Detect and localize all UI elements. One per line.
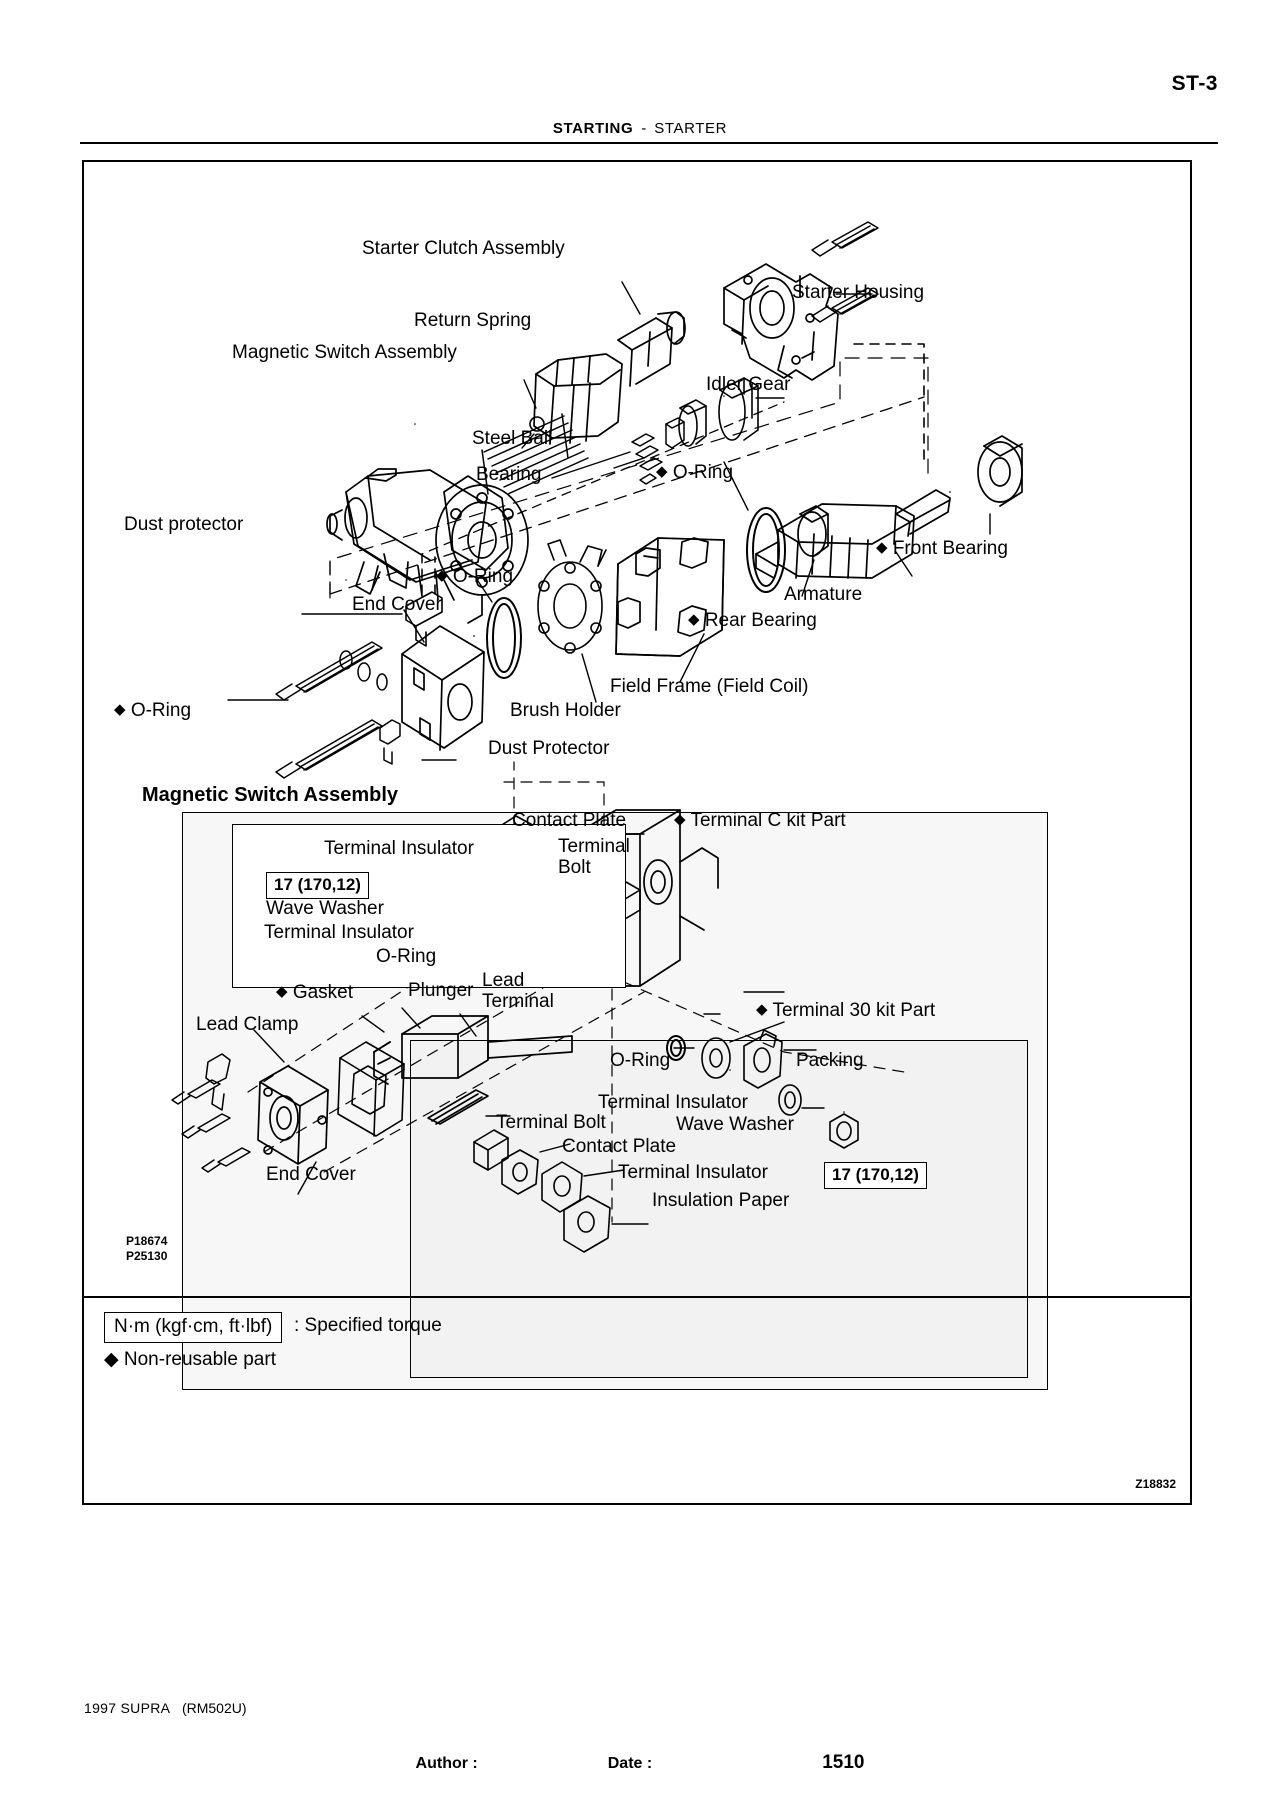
label-contact-plate-low: Contact Plate: [562, 1136, 677, 1157]
label-brush-holder: Brush Holder: [510, 700, 621, 721]
label-front-bearing: [876, 538, 1008, 559]
header-subsection: STARTER: [654, 120, 728, 137]
label-dust-protector-upper: Dust protector: [124, 514, 244, 535]
torque-terminal-c: 17 (170,12): [266, 872, 369, 899]
label-contact-plate-top: Contact Plate: [512, 810, 627, 831]
label-terminal-insulator-top2: Terminal Insulator: [264, 922, 414, 943]
label-text: Gasket: [292, 982, 354, 1003]
footer-page-number: 1510: [822, 1752, 865, 1773]
page-code: ST-3: [1171, 72, 1218, 95]
nonreusable-diamond-icon: ◆: [276, 983, 288, 1000]
label-dust-protector-lower: Dust Protector: [488, 738, 610, 759]
label-steel-ball: Steel Ball: [472, 428, 553, 449]
label-armature: Armature: [784, 584, 863, 605]
footer-date-label: Date :: [607, 1755, 653, 1772]
label-wave-washer-top: Wave Washer: [266, 898, 384, 919]
label-terminal-insulator-low2: Terminal Insulator: [618, 1162, 768, 1183]
label-o-ring-left: [114, 700, 191, 721]
label-text: O-Ring: [452, 566, 514, 587]
torque-legend-text: : Specified torque: [294, 1315, 442, 1336]
part-code-2: P25130: [126, 1249, 168, 1263]
part-code-1: P18674: [126, 1234, 168, 1248]
label-o-ring-mid: [436, 566, 513, 587]
label-terminal-bolt-top: Terminal Bolt: [558, 836, 630, 879]
label-o-ring-top: [656, 462, 733, 483]
label-text: Terminal 30 kit Part: [772, 1000, 936, 1021]
nonreusable-diamond-icon: ◆: [674, 811, 686, 828]
torque-legend-box: N·m (kgf·cm, ft·lbf): [104, 1312, 282, 1343]
label-lead-clamp: Lead Clamp: [196, 1014, 299, 1035]
label-terminal-insulator-top1: Terminal Insulator: [324, 838, 474, 859]
nonreusable-diamond-icon: ◆: [688, 611, 700, 628]
label-terminal-bolt-low: Terminal Bolt: [496, 1112, 606, 1133]
label-rear-bearing: [688, 610, 817, 631]
part-code-list: [126, 1234, 167, 1264]
label-terminal-c-kit-part: [674, 810, 846, 831]
label-text: O-Ring: [130, 700, 192, 721]
label-text: Terminal C kit Part: [690, 810, 846, 831]
header-rule: [80, 142, 1218, 144]
nonreusable-diamond-icon: ◆: [656, 463, 668, 480]
label-field-frame: Field Frame (Field Coil): [610, 676, 809, 697]
label-end-cover-upper: End Cover: [352, 594, 442, 615]
document-footer-left: [84, 1700, 247, 1716]
document-footer-center: [0, 1752, 1280, 1774]
label-terminal-30-kit-part: [756, 1000, 935, 1021]
label-end-cover-lower: End Cover: [266, 1164, 356, 1185]
label-idler-gear: Idler Gear: [706, 374, 791, 395]
figure-code: Z18832: [1135, 1477, 1176, 1491]
label-magnetic-switch-assembly: Magnetic Switch Assembly: [232, 342, 457, 363]
label-text: O-Ring: [672, 462, 734, 483]
label-insulation-paper: Insulation Paper: [652, 1190, 790, 1211]
page-header: [0, 120, 1280, 137]
label-packing: Packing: [796, 1050, 864, 1071]
magnetic-switch-section-title: Magnetic Switch Assembly: [142, 784, 398, 806]
label-o-ring-top-inner: O-Ring: [376, 946, 437, 967]
label-gasket: [276, 982, 353, 1003]
label-terminal-insulator-low1: Terminal Insulator: [598, 1092, 748, 1113]
label-wave-washer-low: Wave Washer: [676, 1114, 794, 1135]
footer-manual: (RM502U): [181, 1700, 247, 1716]
label-text: Rear Bearing: [704, 610, 817, 631]
torque-terminal-30: 17 (170,12): [824, 1162, 927, 1189]
label-bearing: Bearing: [476, 464, 542, 485]
footer-model: 1997 SUPRA: [84, 1700, 171, 1716]
header-section: STARTING: [552, 120, 634, 137]
footer-author-label: Author :: [415, 1755, 478, 1772]
header-dash: -: [641, 120, 647, 137]
label-starter-housing: Starter Housing: [792, 282, 925, 303]
nonreusable-diamond-icon: ◆: [876, 539, 888, 556]
label-text: Front Bearing: [892, 538, 1008, 559]
label-lead-terminal: Lead Terminal: [482, 970, 554, 1013]
nonreusable-diamond-icon: ◆: [436, 567, 448, 584]
nonreusable-diamond-icon: ◆: [756, 1001, 768, 1018]
label-starter-clutch-assembly: Starter Clutch Assembly: [362, 238, 565, 259]
nonreusable-legend-text: ◆ Non-reusable part: [104, 1349, 276, 1370]
label-plunger: Plunger: [408, 980, 474, 1001]
nonreusable-diamond-icon: ◆: [114, 701, 126, 718]
figure-container: [82, 160, 1192, 1505]
label-o-ring-lower: O-Ring: [610, 1050, 671, 1071]
label-return-spring: Return Spring: [414, 310, 532, 331]
legend-separator: [84, 1296, 1190, 1298]
